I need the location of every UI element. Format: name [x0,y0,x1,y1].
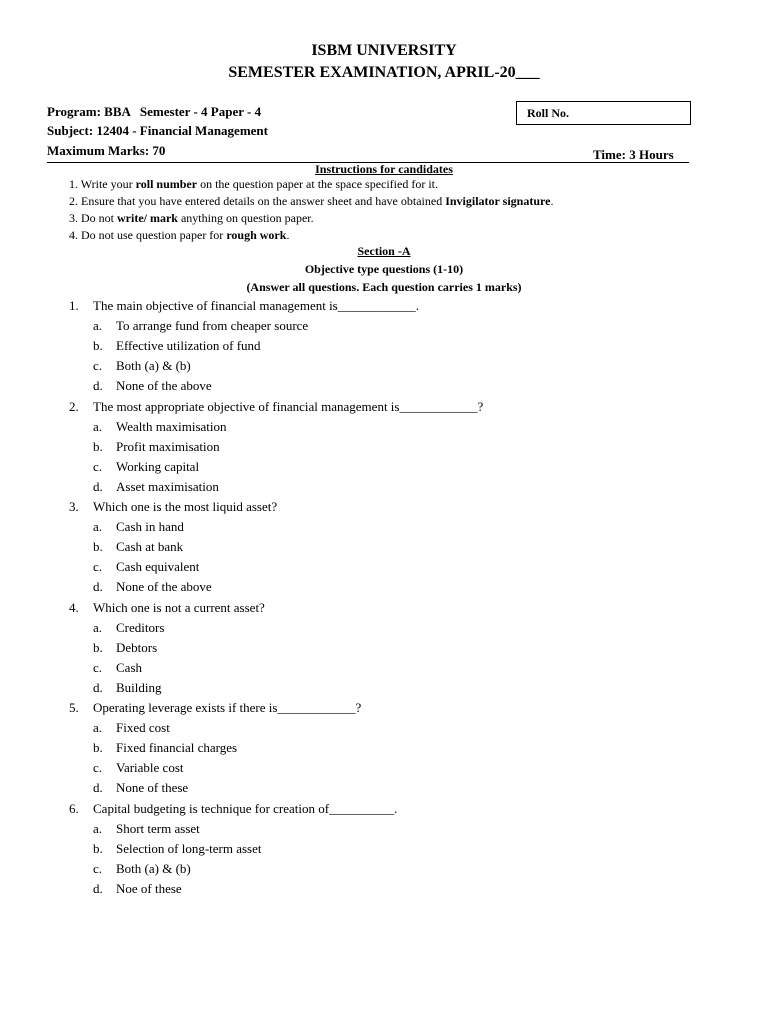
section-note: (Answer all questions. Each question carries 1 marks) [246,280,522,294]
option-text: None of the above [116,579,212,595]
option-text: Debtors [116,639,158,655]
answer-option [93,861,191,877]
option-letter: b. [93,438,103,454]
option-letter: c. [93,358,103,374]
option-text: Effective utilization of fund [116,338,261,354]
option-text: Both (a) & (b) [116,860,191,876]
answer-option [93,519,184,535]
instruction-emphasis: Invigilator signature [445,194,551,208]
question [69,600,265,616]
option-text: None of the above [116,378,212,394]
question-number: 2. [69,398,79,414]
option-text: Building [116,679,162,695]
answer-option [93,620,164,636]
instruction-emphasis: write/ mark [117,211,178,225]
answer-option [93,419,227,435]
answer-option [93,881,182,897]
max-marks: Maximum Marks: 70 [47,143,166,158]
option-text: Fixed financial charges [116,740,238,756]
answer-option [93,640,157,656]
question-text: The main objective of financial management is____________. [93,298,419,313]
option-text: Creditors [116,619,165,635]
option-letter: a. [93,720,103,736]
option-text: Cash at bank [116,539,184,555]
option-text: Profit maximisation [116,438,220,454]
option-text: Both (a) & (b) [116,358,191,374]
question [69,399,483,415]
option-letter: d. [93,880,103,896]
option-text: Cash [116,659,142,675]
question-number: 3. [69,499,79,514]
answer-option [93,559,199,575]
answer-option [93,338,261,354]
option-letter: b. [93,639,103,655]
instruction-text: 2. Ensure that you have entered details on the answer sheet and have obtained [69,194,446,208]
answer-option [93,439,220,455]
answer-option [93,579,212,595]
answer-option [93,760,184,776]
answer-option [93,539,183,555]
option-letter: d. [93,378,103,394]
answer-option [93,378,212,394]
option-text: To arrange fund from cheaper source [116,318,309,334]
question-text: The most appropriate objective of financial management is____________? [93,398,484,414]
exam-title: SEMESTER EXAMINATION, APRIL-20___ [228,64,540,81]
instruction-emphasis: rough work [226,228,287,242]
option-letter: d. [93,780,103,796]
option-letter: c. [93,659,103,675]
option-text: Cash in hand [116,519,184,535]
instruction-text: . [550,194,554,208]
section-subtitle: Objective type questions (1-10) [304,262,464,276]
answer-option [93,720,170,736]
answer-option [93,660,142,676]
question-text: Which one is not a current asset? [93,599,265,615]
question-text: Operating leverage exists if there is____________? [93,700,362,715]
option-text: Selection of long-term asset [116,840,262,856]
answer-option [93,680,162,696]
answer-option [93,318,308,334]
question [69,298,419,314]
question-text: Which one is the most liquid asset? [93,499,278,514]
program-line: Program: BBA Semester - 4 Paper - 4 [47,104,262,119]
university-name: ISBM UNIVERSITY [311,42,457,59]
answer-option [93,821,200,837]
answer-option [93,841,262,857]
instruction-text: 4. Do not use question paper for [69,228,227,242]
option-text: Fixed cost [116,720,170,736]
question-number: 1. [69,298,79,313]
option-letter: c. [93,760,103,776]
option-text: Short term asset [116,820,200,836]
option-text: Asset maximisation [116,478,219,494]
option-text: Variable cost [116,760,184,776]
question-number: 5. [69,700,79,715]
time-allowed: Time: 3 Hours [593,147,674,162]
instruction-item [69,194,553,209]
question [69,700,361,716]
option-letter: a. [93,519,103,535]
answer-option [93,740,237,756]
instruction-text: . [286,228,290,242]
question-number: 4. [69,599,79,615]
option-letter: b. [93,740,103,756]
option-letter: c. [93,559,103,575]
roll-number-box: Roll No. [516,101,691,125]
answer-option [93,479,219,495]
answer-option [93,358,191,374]
question-text: Capital budgeting is technique for creation of__________. [93,800,398,816]
subject-line: Subject: 12404 - Financial Management [47,123,268,138]
option-text: Cash equivalent [116,559,200,575]
instruction-emphasis: roll number [135,177,198,191]
option-letter: d. [93,579,103,595]
option-letter: b. [93,840,103,856]
question [69,801,397,817]
option-letter: a. [93,619,103,635]
instruction-text: on the question paper at the space specified for it. [197,177,438,191]
answer-option [93,459,199,475]
question [69,499,277,515]
instruction-text: 1. Write your [69,177,136,191]
option-letter: b. [93,539,103,555]
option-letter: a. [93,418,103,434]
instruction-item [69,177,438,192]
section-title: Section -A [357,244,411,258]
option-letter: b. [93,338,103,354]
option-letter: a. [93,318,103,334]
option-text: None of these [116,780,189,796]
instruction-item [69,211,314,226]
option-text: Working capital [116,458,200,474]
option-letter: a. [93,820,103,836]
option-letter: d. [93,679,103,695]
instructions-title: Instructions for candidates [315,162,453,176]
option-text: Wealth maximisation [116,418,227,434]
question-number: 6. [69,800,79,816]
answer-option [93,780,188,796]
instruction-item [69,228,289,243]
instruction-text: anything on question paper. [177,211,314,225]
instruction-text: 3. Do not [69,211,117,225]
option-text: Noe of these [116,880,182,896]
option-letter: d. [93,478,103,494]
option-letter: c. [93,860,103,876]
option-letter: c. [93,458,103,474]
